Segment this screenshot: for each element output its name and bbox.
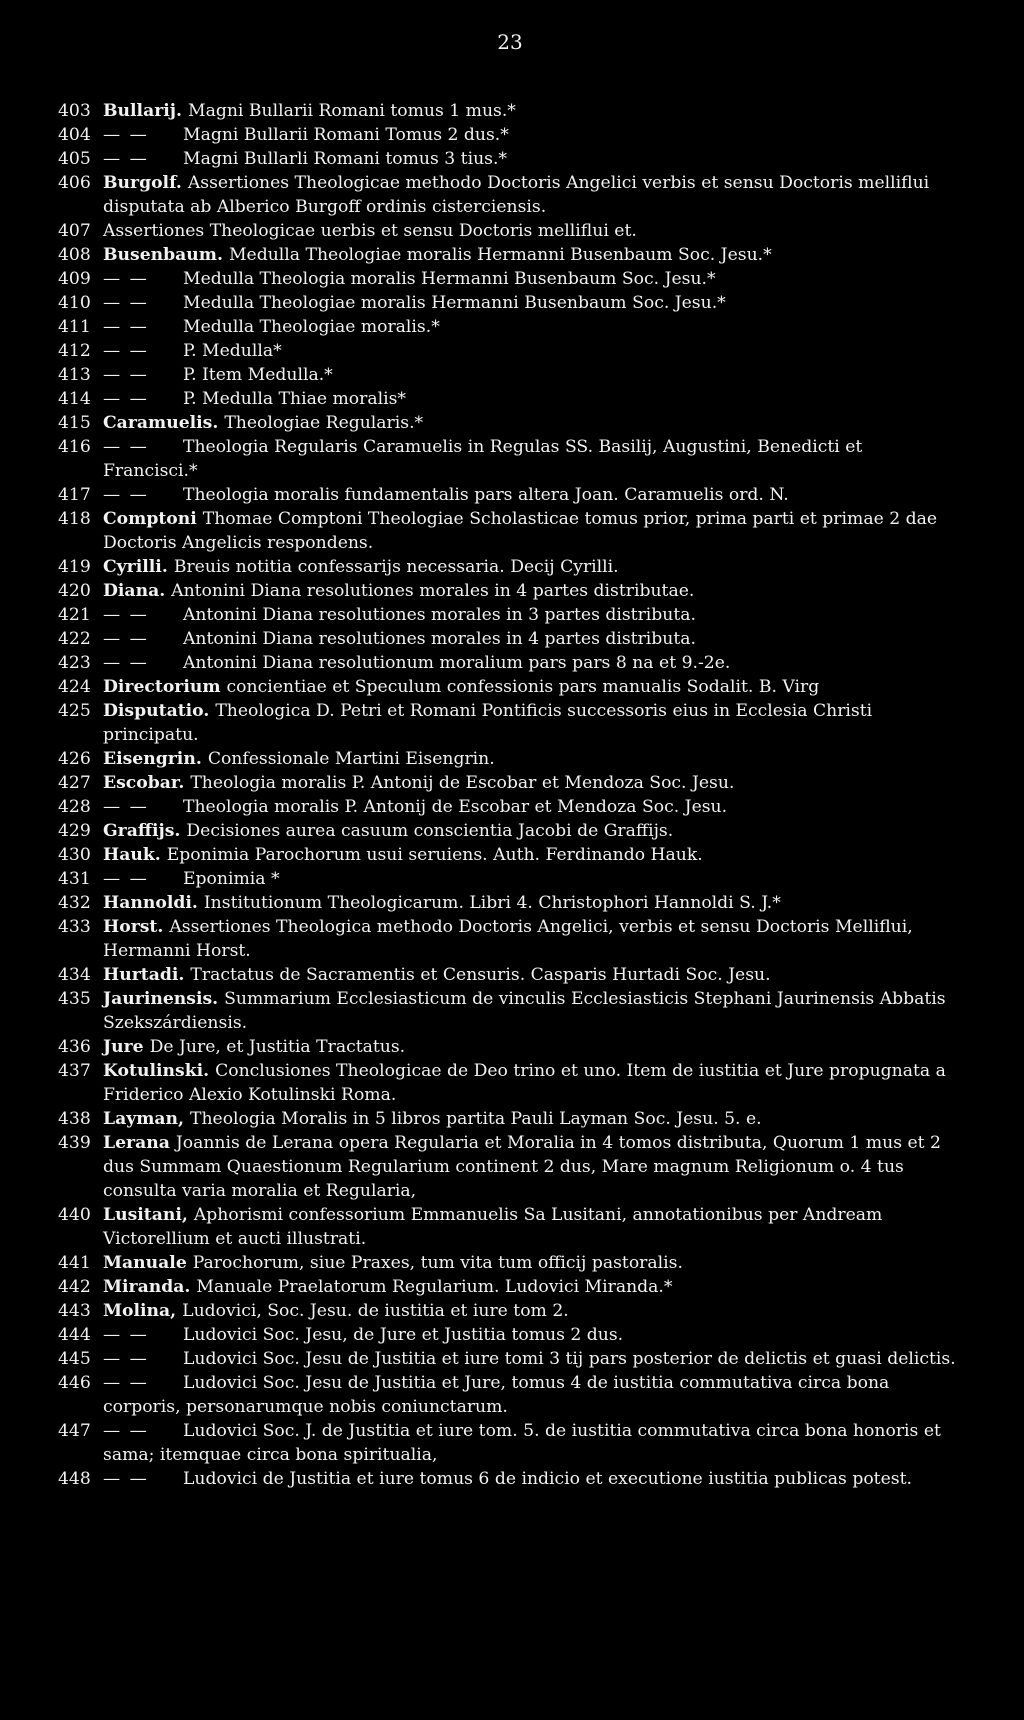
entry-number: 419 (58, 557, 91, 577)
catalog-entry (58, 363, 958, 387)
entry-number: 432 (58, 893, 91, 913)
catalog-entries (58, 99, 958, 1491)
entry-title: Ludovici, Soc. Jesu. de iustitia et iure tom 2. (182, 1301, 569, 1321)
catalog-entry (58, 147, 958, 171)
entry-author: Layman, (103, 1109, 185, 1129)
entry-number: 448 (58, 1469, 91, 1489)
ditto-dash: — — (103, 437, 149, 457)
entry-title: Confessionale Martini Eisengrin. (207, 749, 495, 769)
entry-number: 434 (58, 965, 91, 985)
entry-title: Magni Bullarii Romani Tomus 2 dus.* (183, 125, 509, 145)
catalog-entry (58, 315, 958, 339)
entry-number: 424 (58, 677, 91, 697)
catalog-entry (58, 699, 958, 747)
entry-title: Ludovici Soc. Jesu de Justitia et Jure, tomus 4 de iustitia commutativa circa bona corporis, personarumque nobis coniunctarum. (103, 1373, 890, 1417)
catalog-entry (58, 267, 958, 291)
catalog-entry (58, 411, 958, 435)
catalog-entry (58, 891, 958, 915)
entry-number: 442 (58, 1277, 91, 1297)
entry-author: Kotulinski. (103, 1061, 210, 1081)
entry-number: 435 (58, 989, 91, 1009)
entry-title: Theologia Regularis Caramuelis in Regulas SS. Basilij, Augustini, Benedicti et Francisci.* (103, 437, 863, 481)
entry-number: 427 (58, 773, 91, 793)
catalog-entry (58, 291, 958, 315)
entry-title: P. Medulla Thiae moralis* (183, 389, 406, 409)
entry-author: Eisengrin. (103, 749, 202, 769)
entry-title: De Jure, et Justitia Tractatus. (149, 1037, 406, 1057)
entry-number: 416 (58, 437, 91, 457)
entry-title: Ludovici Soc. Jesu, de Jure et Justitia tomus 2 dus. (183, 1325, 624, 1345)
ditto-dash: — — (103, 1373, 149, 1393)
entry-title: Medulla Theologiae moralis.* (183, 317, 440, 337)
entry-author: Lusitani, (103, 1205, 188, 1225)
entry-title: Breuis notitia confessarijs necessaria. Decij Cyrilli. (173, 557, 619, 577)
catalog-entry (58, 1131, 958, 1203)
entry-number: 447 (58, 1421, 91, 1441)
entry-number: 413 (58, 365, 91, 385)
entry-title: Theologia moralis P. Antonij de Escobar et Mendoza Soc. Jesu. (183, 797, 728, 817)
catalog-entry (58, 1299, 958, 1323)
ditto-dash: — — (103, 869, 149, 889)
entry-title: Medulla Theologiae moralis Hermanni Busenbaum Soc. Jesu.* (228, 245, 772, 265)
ditto-dash: — — (103, 389, 149, 409)
ditto-dash: — — (103, 341, 149, 361)
entry-number: 418 (58, 509, 91, 529)
catalog-entry (58, 795, 958, 819)
entry-title: Theologiae Regularis.* (224, 413, 424, 433)
entry-author: Horst. (103, 917, 164, 937)
catalog-entry (58, 1371, 958, 1419)
ditto-dash: — — (103, 1469, 149, 1489)
catalog-entry (58, 1251, 958, 1275)
catalog-entry (58, 555, 958, 579)
entry-author: Burgolf. (103, 173, 182, 193)
catalog-entry (58, 1035, 958, 1059)
catalog-entry (58, 243, 958, 267)
catalog-entry (58, 603, 958, 627)
entry-number: 436 (58, 1037, 91, 1057)
entry-title: Assertiones Theologicae uerbis et sensu Doctoris melliflui et. (103, 221, 637, 241)
entry-author: Hannoldi. (103, 893, 198, 913)
entry-number: 409 (58, 269, 91, 289)
entry-title: Eponimia Parochorum usui seruiens. Auth. Ferdinando Hauk. (166, 845, 703, 865)
entry-number: 438 (58, 1109, 91, 1129)
entry-title: Eponimia * (183, 869, 280, 889)
ditto-dash: — — (103, 125, 149, 145)
entry-title: Antonini Diana resolutiones morales in 4 partes distributae. (171, 581, 695, 601)
entry-title: Summarium Ecclesiasticum de vinculis Ecclesiasticis Stephani Jaurinensis Abbatis Szekszárdiensis. (103, 989, 946, 1033)
entry-number: 430 (58, 845, 91, 865)
ditto-dash: — — (103, 1349, 149, 1369)
catalog-entry (58, 867, 958, 891)
entry-author: Cyrilli. (103, 557, 168, 577)
entry-title: Theologia moralis P. Antonij de Escobar et Mendoza Soc. Jesu. (190, 773, 735, 793)
ditto-dash: — — (103, 293, 149, 313)
catalog-entry (58, 1275, 958, 1299)
entry-author: Escobar. (103, 773, 185, 793)
entry-title: Antonini Diana resolutionum moralium pars pars 8 na et 9.-2e. (183, 653, 731, 673)
entry-title: Parochorum, siue Praxes, tum vita tum officij pastoralis. (192, 1253, 683, 1273)
catalog-entry (58, 963, 958, 987)
entry-number: 410 (58, 293, 91, 313)
catalog-entry (58, 435, 958, 483)
ditto-dash: — — (103, 1325, 149, 1345)
entry-number: 426 (58, 749, 91, 769)
catalog-entry (58, 771, 958, 795)
catalog-entry (58, 1419, 958, 1467)
catalog-entry (58, 339, 958, 363)
entry-author: Jure (103, 1037, 144, 1057)
ditto-dash: — — (103, 317, 149, 337)
catalog-entry (58, 915, 958, 963)
entry-number: 415 (58, 413, 91, 433)
entry-title: Tractatus de Sacramentis et Censuris. Casparis Hurtadi Soc. Jesu. (190, 965, 771, 985)
entry-author: Caramuelis. (103, 413, 219, 433)
catalog-entry (58, 1467, 958, 1491)
entry-number: 422 (58, 629, 91, 649)
entry-number: 444 (58, 1325, 91, 1345)
entry-title: Antonini Diana resolutiones morales in 3 partes distributa. (183, 605, 696, 625)
catalog-entry (58, 171, 958, 219)
entry-title: Ludovici Soc. J. de Justitia et iure tom. 5. de iustitia commutativa circa bona honoris et sama; itemquae circa bona spiritualia, (103, 1421, 941, 1465)
entry-title: Antonini Diana resolutiones morales in 4 partes distributa. (183, 629, 696, 649)
catalog-entry (58, 579, 958, 603)
catalog-entry (58, 1347, 958, 1371)
entry-title: Ludovici Soc. Jesu de Justitia et iure tomi 3 tij pars posterior de delictis et guasi delictis. (183, 1349, 956, 1369)
entry-author: Jaurinensis. (103, 989, 219, 1009)
entry-title: Medulla Theologia moralis Hermanni Busenbaum Soc. Jesu.* (183, 269, 716, 289)
catalog-entry (58, 627, 958, 651)
entry-number: 439 (58, 1133, 91, 1153)
entry-title: concientiae et Speculum confessionis pars manualis Sodalit. B. Virg (226, 677, 820, 697)
entry-title: P. Medulla* (183, 341, 282, 361)
entry-number: 411 (58, 317, 91, 337)
entry-author: Busenbaum. (103, 245, 223, 265)
entry-title: Theologia moralis fundamentalis pars altera Joan. Caramuelis ord. N. (183, 485, 789, 505)
entry-title: Magni Bullarii Romani tomus 1 mus.* (188, 101, 516, 121)
entry-number: 431 (58, 869, 91, 889)
entry-author: Disputatio. (103, 701, 210, 721)
entry-title: Assertiones Theologica methodo Doctoris Angelici, verbis et sensu Doctoris Melliflui, Hermanni Horst. (103, 917, 913, 961)
entry-number: 420 (58, 581, 91, 601)
entry-author: Directorium (103, 677, 221, 697)
ditto-dash: — — (103, 269, 149, 289)
entry-title: Institutionum Theologicarum. Libri 4. Christophori Hannoldi S. J.* (203, 893, 781, 913)
ditto-dash: — — (103, 365, 149, 385)
catalog-entry (58, 651, 958, 675)
entry-author: Hurtadi. (103, 965, 185, 985)
entry-number: 440 (58, 1205, 91, 1225)
entry-number: 441 (58, 1253, 91, 1273)
entry-number: 406 (58, 173, 91, 193)
entry-author: Diana. (103, 581, 166, 601)
entry-title: Decisiones aurea casuum conscientia Jacobi de Graffijs. (186, 821, 674, 841)
entry-number: 407 (58, 221, 91, 241)
entry-number: 417 (58, 485, 91, 505)
entry-title: Medulla Theologiae moralis Hermanni Busenbaum Soc. Jesu.* (183, 293, 726, 313)
entry-title: Magni Bullarli Romani tomus 3 tius.* (183, 149, 508, 169)
entry-number: 429 (58, 821, 91, 841)
catalog-entry (58, 843, 958, 867)
entry-author: Bullarij. (103, 101, 183, 121)
entry-number: 445 (58, 1349, 91, 1369)
entry-title: Ludovici de Justitia et iure tomus 6 de indicio et executione iustitia publicas potest. (183, 1469, 912, 1489)
entry-number: 433 (58, 917, 91, 937)
entry-title: Aphorismi confessorium Emmanuelis Sa Lusitani, annotationibus per Andream Victorellium et aucti illustrati. (103, 1205, 883, 1249)
entry-author: Hauk. (103, 845, 161, 865)
entry-title: Manuale Praelatorum Regularium. Ludovici Miranda.* (196, 1277, 673, 1297)
entry-number: 428 (58, 797, 91, 817)
ditto-dash: — — (103, 149, 149, 169)
catalog-entry (58, 387, 958, 411)
ditto-dash: — — (103, 653, 149, 673)
catalog-entry (58, 123, 958, 147)
entry-author: Manuale (103, 1253, 187, 1273)
entry-title: Thomae Comptoni Theologiae Scholasticae tomus prior, prima parti et primae 2 dae Doctoris Angelicis respondens. (103, 509, 938, 553)
entry-author: Comptoni (103, 509, 197, 529)
entry-number: 412 (58, 341, 91, 361)
entry-number: 405 (58, 149, 91, 169)
catalog-entry (58, 747, 958, 771)
entry-number: 425 (58, 701, 91, 721)
catalog-entry (58, 1203, 958, 1251)
entry-number: 421 (58, 605, 91, 625)
catalog-entry (58, 1323, 958, 1347)
catalog-entry (58, 819, 958, 843)
entry-number: 414 (58, 389, 91, 409)
entry-author: Lerana (103, 1133, 170, 1153)
catalog-entry (58, 675, 958, 699)
ditto-dash: — — (103, 797, 149, 817)
entry-title: P. Item Medulla.* (183, 365, 333, 385)
entry-title: Theologia Moralis in 5 libros partita Pauli Layman Soc. Jesu. 5. e. (190, 1109, 762, 1129)
page-number: 23 (497, 30, 523, 54)
entry-author: Molina, (103, 1301, 177, 1321)
catalog-entry (58, 987, 958, 1035)
entry-title: Conclusiones Theologicae de Deo trino et uno. Item de iustitia et Jure propugnata a Friderico Alexio Kotulinski Roma. (103, 1061, 946, 1105)
catalog-entry (58, 483, 958, 507)
ditto-dash: — — (103, 605, 149, 625)
entry-number: 443 (58, 1301, 91, 1321)
ditto-dash: — — (103, 629, 149, 649)
ditto-dash: — — (103, 485, 149, 505)
entry-number: 446 (58, 1373, 91, 1393)
catalog-entry (58, 1059, 958, 1107)
entry-number: 403 (58, 101, 91, 121)
entry-number: 404 (58, 125, 91, 145)
catalog-entry (58, 1107, 958, 1131)
entry-number: 423 (58, 653, 91, 673)
entry-title: Joannis de Lerana opera Regularia et Moralia in 4 tomos distributa, Quorum 1 mus et 2 dus Summam Quaestionum Regularium continent 2 dus, Mare magnum Religionum o. 4 tus consulta varia moralia et Regularia, (103, 1133, 941, 1201)
entry-author: Miranda. (103, 1277, 191, 1297)
ditto-dash: — — (103, 1421, 149, 1441)
entry-author: Graffijs. (103, 821, 181, 841)
catalog-entry (58, 219, 958, 243)
entry-title: Theologica D. Petri et Romani Pontificis successoris eius in Ecclesia Christi principatu. (103, 701, 873, 745)
entry-title: Assertiones Theologicae methodo Doctoris Angelici verbis et sensu Doctoris melliflui disputata ab Alberico Burgoff ordinis cisterciensis. (103, 173, 930, 217)
catalog-entry (58, 507, 958, 555)
entry-number: 408 (58, 245, 91, 265)
entry-number: 437 (58, 1061, 91, 1081)
catalog-entry (58, 99, 958, 123)
